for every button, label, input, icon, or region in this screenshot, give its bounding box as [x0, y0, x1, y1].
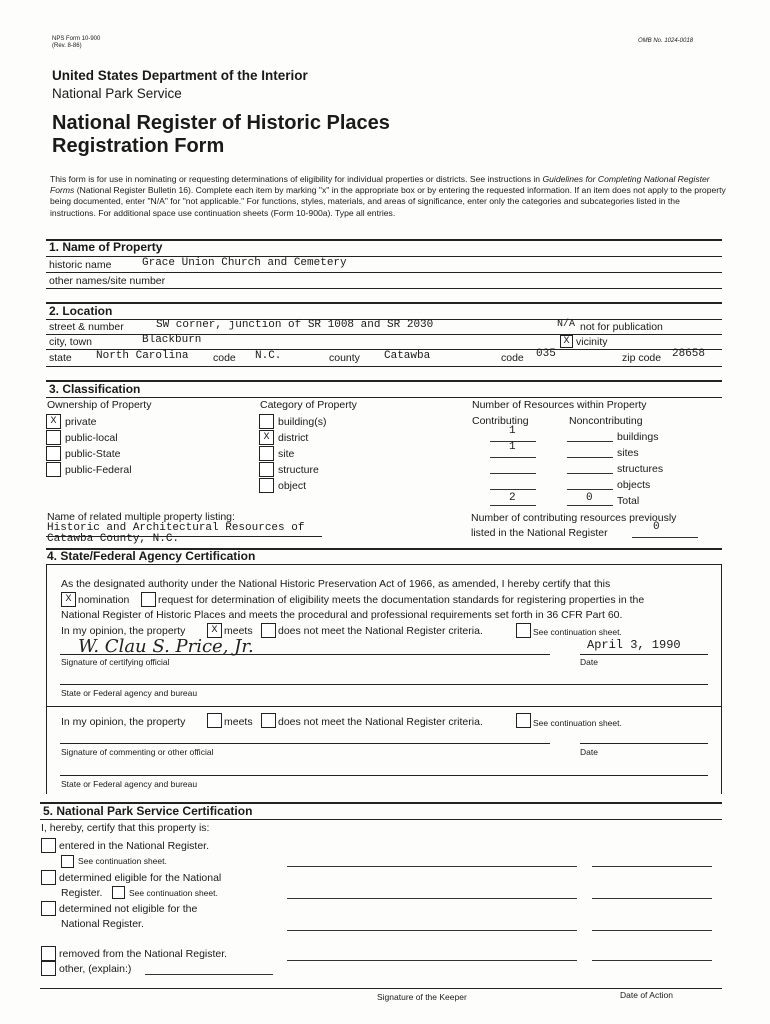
not-for-publication-label: not for publication [580, 321, 663, 333]
section4-left-border2 [46, 706, 47, 794]
category-buildings-label: building(s) [278, 416, 327, 428]
category-title: Category of Property [260, 399, 357, 411]
other-names-label: other names/site number [49, 275, 166, 287]
blank-line [592, 930, 712, 931]
opinion2-meets-checkbox[interactable] [207, 713, 222, 728]
keeper-label: Signature of the Keeper [377, 992, 467, 1002]
agency2-label: State or Federal agency and bureau [61, 779, 198, 789]
county-code-label: code [501, 352, 524, 364]
removed-label: removed from the National Register. [59, 948, 228, 960]
agency2-line [60, 775, 708, 776]
opinion2-prefix: In my opinion, the property [61, 716, 186, 728]
ownership-public-federal-checkbox[interactable] [46, 462, 61, 477]
blank-line [490, 473, 536, 474]
not-eligible-label-2: National Register. [61, 918, 144, 930]
certification-date[interactable]: April 3, 1990 [587, 638, 681, 652]
buildings-contributing[interactable]: 1 [509, 425, 516, 437]
blank-line [145, 974, 273, 975]
cert-line1: As the designated authority under the National Historic Preservation Act of 1966, as amended, I hereby certify that this [61, 578, 611, 590]
cert-line2: request for determination of eligibility meets the documentation standards for registering properties in the [158, 594, 645, 606]
blank-line [287, 898, 577, 899]
county-code-value[interactable]: 035 [536, 348, 556, 360]
opinion2-not-meet-label: does not meet the National Register criteria. [278, 716, 483, 728]
blank-line [567, 457, 613, 458]
buildings-label: buildings [617, 431, 659, 443]
vicinity-checkbox[interactable]: X [560, 335, 573, 348]
historic-name-label: historic name [49, 259, 112, 271]
blank-line [567, 473, 613, 474]
previously-listed-line2: listed in the National Register [471, 527, 608, 539]
noncontributing-header: Noncontributing [569, 415, 643, 427]
comment-date-line [580, 743, 708, 744]
category-site-checkbox[interactable] [259, 446, 274, 461]
state-line [46, 366, 722, 367]
city-label: city, town [49, 336, 92, 348]
blank-line [490, 457, 536, 458]
section5-rule [40, 819, 722, 820]
keeper-line [40, 988, 722, 989]
blank-line [490, 489, 536, 490]
department-name: United States Department of the Interior [52, 68, 308, 83]
blank-line [287, 960, 577, 961]
see-continuation-1-label: See continuation sheet. [78, 856, 167, 866]
structures-label: structures [617, 463, 664, 475]
contributing-header: Contributing [472, 415, 529, 427]
blank-line [567, 505, 613, 506]
ownership-public-state-label: public-State [65, 448, 121, 460]
nomination-label: nomination [78, 594, 130, 606]
ownership-title: Ownership of Property [47, 399, 152, 411]
blank-line [567, 489, 613, 490]
comment-sig-line [60, 743, 550, 744]
meets-label: meets [224, 625, 253, 637]
other-checkbox[interactable] [41, 961, 56, 976]
other-names-line [46, 288, 722, 289]
sites-contributing[interactable]: 1 [509, 441, 516, 453]
section4-mid-rule [46, 706, 722, 707]
not-eligible-label-1: determined not eligible for the [59, 903, 198, 915]
does-not-meet-checkbox[interactable] [261, 623, 276, 638]
does-not-meet-label: does not meet the National Register criteria. [278, 625, 483, 637]
ownership-public-state-checkbox[interactable] [46, 446, 61, 461]
omb-number: OMB No. 1024-0018 [638, 38, 694, 44]
form-title-line2: Registration Form [52, 135, 225, 157]
total-label: Total [617, 495, 640, 507]
section4-right-border [721, 564, 722, 706]
historic-name-value[interactable]: Grace Union Church and Cemetery [142, 257, 347, 269]
section2-top-rule [46, 302, 722, 304]
nomination-checkbox[interactable]: X [61, 592, 76, 607]
street-label: street & number [49, 321, 124, 333]
blank-line [592, 898, 712, 899]
entered-checkbox[interactable] [41, 838, 56, 853]
category-district-checkbox[interactable]: X [259, 430, 274, 445]
section2-heading: 2. Location [49, 304, 113, 318]
multiple-listing-line [46, 536, 322, 537]
previously-listed-line1: Number of contributing resources previously [471, 512, 677, 524]
see-continuation-1-checkbox[interactable] [61, 855, 74, 868]
other-label: other, (explain:) [59, 963, 132, 975]
previously-listed-value[interactable]: 0 [653, 521, 660, 533]
removed-checkbox[interactable] [41, 946, 56, 961]
category-district-label: district [278, 432, 309, 444]
opinion2-meets-label: meets [224, 716, 253, 728]
historic-name-line [46, 272, 722, 273]
date-line [580, 654, 708, 655]
blank-line [592, 960, 712, 961]
cert-line3: National Register of Historic Places and meets the procedural and professional requirements set forth in 36 CFR Part 60. [61, 609, 623, 621]
meets-checkbox[interactable]: X [207, 623, 222, 638]
not-for-publication-mark[interactable]: N/A [557, 319, 576, 330]
not-eligible-checkbox[interactable] [41, 901, 56, 916]
ownership-public-federal-label: public-Federal [65, 464, 132, 476]
comment-sig-label: Signature of commenting or other official [61, 747, 214, 757]
opinion2-see-continuation-checkbox[interactable] [516, 713, 531, 728]
county-value[interactable]: Catawba [384, 350, 431, 362]
agency-label: State or Federal agency and bureau [61, 688, 198, 698]
see-continuation-label: See continuation sheet. [533, 627, 622, 637]
form-revision: (Rev. 8-86) [52, 43, 82, 49]
section3-rule [46, 397, 722, 398]
zip-value[interactable]: 28658 [672, 348, 706, 360]
service-name: National Park Service [52, 86, 182, 101]
section4-right-border2 [721, 706, 722, 794]
ownership-public-local-label: public-local [65, 432, 118, 444]
blank-line [287, 930, 577, 931]
section3-heading: 3. Classification [49, 382, 141, 396]
category-object-checkbox[interactable] [259, 478, 274, 493]
category-structure-label: structure [278, 464, 319, 476]
see-continuation-checkbox[interactable] [516, 623, 531, 638]
signature-line [60, 654, 550, 655]
opinion-prefix: In my opinion, the property [61, 625, 186, 637]
instructions-paragraph: This form is for use in nominating or requesting determinations of eligibility for individual properties or districts. See instructions in Guidelines for Completing National Register Forms (National Register Bulletin 16). Complete each item by marking "x" in the appropriate box or by entering the requested information. If an item does not apply to the property being documented, enter "N/A" for "not applicable." For functions, styles, materials, and areas of significance, enter only the categories and subcategories listed in the instructions. For additional space use continuation sheets (Form 10-900a). Type all entries. [50, 174, 726, 218]
objects-label: objects [617, 479, 651, 491]
multiple-listing-label: Name of related multiple property listing: [47, 511, 235, 523]
section3-top-rule [46, 380, 722, 382]
see-continuation-2-label: See continuation sheet. [129, 888, 218, 898]
section1-heading: 1. Name of Property [49, 240, 163, 254]
state-code-label: code [213, 352, 236, 364]
request-checkbox[interactable] [141, 592, 156, 607]
street-value[interactable]: SW corner, junction of SR 1008 and SR 2030 [156, 319, 434, 331]
category-site-label: site [278, 448, 295, 460]
agency-line [60, 684, 708, 685]
determined-eligible-label-1: determined eligible for the National [59, 872, 222, 884]
section5-heading: 5. National Park Service Certification [43, 804, 253, 818]
action-date-label: Date of Action [620, 990, 673, 1000]
multiple-listing-line1[interactable]: Historic and Architectural Resources of [47, 522, 305, 534]
determined-eligible-checkbox[interactable] [41, 870, 56, 885]
see-continuation-2-checkbox[interactable] [112, 886, 125, 899]
zip-label: zip code [622, 352, 662, 364]
ownership-private-checkbox[interactable]: X [46, 414, 61, 429]
vicinity-label: vicinity [576, 336, 608, 348]
certifying-signature: W. Clau S. Price, Jr. [78, 636, 254, 657]
section4-rule [46, 564, 722, 565]
total-contributing[interactable]: 2 [509, 492, 516, 504]
sites-label: sites [617, 447, 639, 459]
county-label: county [329, 352, 360, 364]
category-buildings-checkbox[interactable] [259, 414, 274, 429]
blank-line [567, 441, 613, 442]
entered-label: entered in the National Register. [59, 840, 210, 852]
date-label: Date [580, 657, 598, 667]
state-value[interactable]: North Carolina [96, 350, 189, 362]
blank-line [632, 537, 698, 538]
section5-intro: I, hereby, certify that this property is: [41, 822, 210, 834]
section4-heading: 4. State/Federal Agency Certification [47, 549, 256, 563]
determined-eligible-label-2: Register. [61, 887, 103, 899]
opinion2-not-meet-checkbox[interactable] [261, 713, 276, 728]
form-number: NPS Form 10-900 [52, 36, 101, 42]
comment-date-label: Date [580, 747, 598, 757]
ownership-public-local-checkbox[interactable] [46, 430, 61, 445]
section4-left-border [46, 564, 47, 706]
total-noncontributing[interactable]: 0 [586, 492, 593, 504]
blank-line [490, 505, 536, 506]
resources-title: Number of Resources within Property [472, 399, 647, 411]
blank-line [592, 866, 712, 867]
category-structure-checkbox[interactable] [259, 462, 274, 477]
ownership-private-label: private [65, 416, 97, 428]
opinion2-see-continuation-label: See continuation sheet. [533, 718, 622, 728]
signature-label: Signature of certifying official [61, 657, 170, 667]
state-label: state [49, 352, 72, 364]
blank-line [287, 866, 577, 867]
state-code-value[interactable]: N.C. [255, 350, 282, 362]
form-title-line1: National Register of Historic Places [52, 112, 390, 134]
multiple-listing-line2[interactable]: Catawba County, N.C. [47, 533, 180, 545]
category-object-label: object [278, 480, 307, 492]
city-value[interactable]: Blackburn [142, 334, 202, 346]
